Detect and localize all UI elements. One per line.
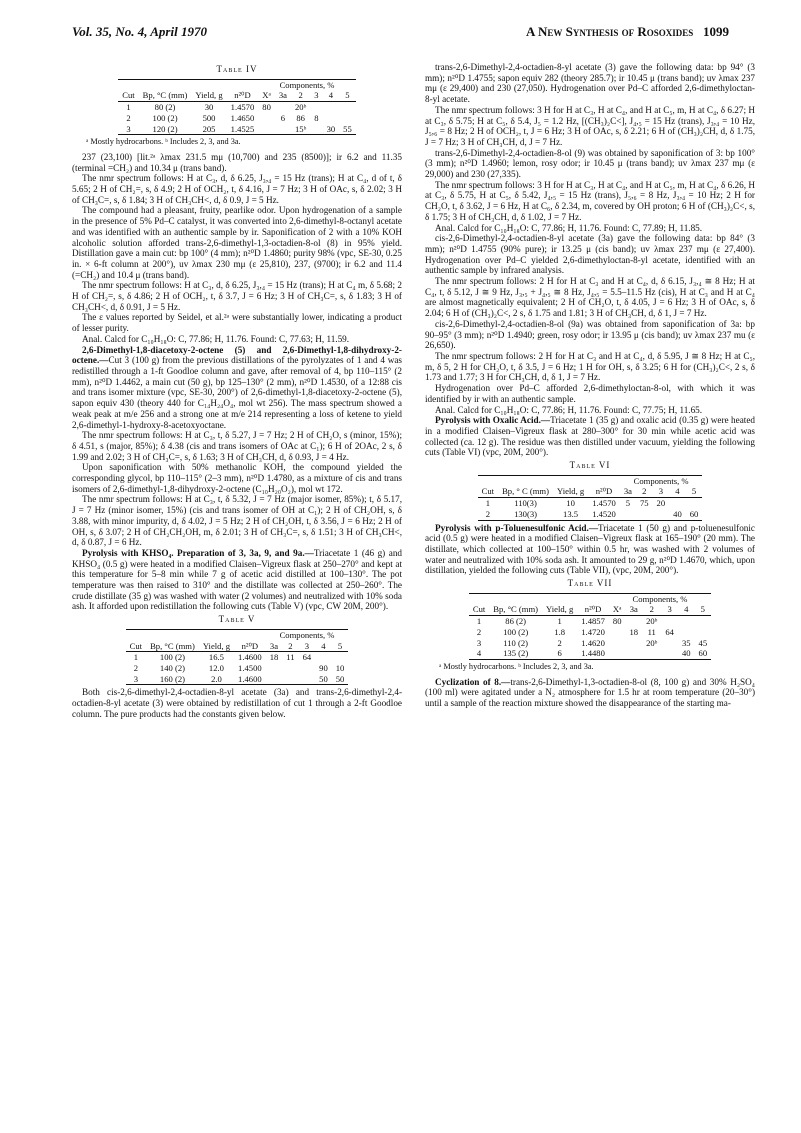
table-title: Table IV (216, 64, 258, 74)
paragraph: 2,6-Dimethyl-1,8-diacetoxy-2-octene (5) and 2,6-Dimethyl-1,8-dihydroxy-2-octene.—Cut 3 (100 g) from the previous distillations of the pyrolyzates of 1 and 4 was redistilled through a 1-ft Goodloe column and gave, after removal of 4, bp 110–115° (2 mm), n²⁰D 1.4462, a main cut (50 g), bp 125–130° (2 mm), n²⁰D 1.4530, of a 12:88 cis and trans isomer mixture (vpc, SE-30, 200°) of 2,6-dimethyl-1,8-diacetoxy-2-octene (5), sapon equiv 430 (theory 440 for C₁₄H₂₄O₄, mol wt 256). The mass spectrum showed a weak peak at m/e 256 and a strong one at m/e 214 representing a loss of ketene to yield 2,6-dimethyl-1-hydroxy-8-acetoxyoctane. (72, 344, 402, 430)
table-row (469, 616, 711, 627)
table-header-cell: 5 (339, 90, 356, 101)
table-title: Table V (218, 614, 256, 625)
table-cell: 15ᵇ (291, 124, 310, 135)
table-header-cell: Yield, g (191, 90, 226, 101)
table-row (118, 113, 356, 124)
table-cell: 20ᵇ (646, 637, 658, 648)
table-row (126, 652, 349, 663)
paragraph: Pyrolysis with Oxalic Acid.—Triacetate 1 (35 g) and oxalic acid (0.35 g) were heated in a modified Claisen–Vigreux flask at 280–300° for 30 min while acetic acid was collected (ca. 12 g). The residue was then distilled under vacuum, yielding the following cuts (Table VI) (vpc, 20M, 200°). (425, 415, 755, 458)
table-cell: 2 (126, 112, 131, 123)
table-cell: 160 (2) (146, 674, 199, 685)
run-in-heading: Pyrolysis with KHSO₄. Preparation of 3, 3a, 9, and 9a.— (82, 547, 314, 558)
table-cell (653, 509, 670, 520)
table-cell: 64 (302, 652, 312, 663)
table-cell (661, 648, 678, 659)
paragraph: The nmr spectrum follows: H at C₃, d, δ 6.25, J₃,₄ = 15 Hz (trans); H at C₄, d of t, δ 5.65; 2 H of CH₂=, s, δ 4.9; 2 H of OCH₂, t, δ 4.16, J = 7 Hz; 3 H of OAc, s, δ 2.02; 3 H of CH₃C=, s, δ 1.84; 3 H of CH₃CH<, d, δ 0.9, J = 5 Hz. (72, 173, 402, 205)
table-cell: 40 (669, 509, 686, 520)
paragraph: Anal. Calcd for C₁₀H₁₈O: C, 77.86; H, 11.76. Found: C, 77.75; H, 11.65. (435, 404, 703, 415)
table-header-cell: 3a (620, 486, 636, 497)
table-header-cell: 2 (291, 90, 310, 101)
table-header-cell: 3 (661, 604, 678, 615)
table-header-cell: 3a (275, 90, 291, 101)
table-cell: 3 (126, 674, 146, 685)
table-row (469, 648, 711, 659)
table-header-cell: Cut (469, 604, 489, 615)
table-cell: 205 (191, 124, 226, 135)
data-table (118, 79, 356, 136)
table-row (478, 498, 703, 509)
table-cell: 86 (296, 112, 305, 123)
table-cell: 110(3) (514, 498, 537, 509)
table-title: Table VI (569, 460, 611, 471)
table-cell: 6 (280, 112, 286, 123)
table-cell: 130(3) (498, 509, 553, 520)
table-row (478, 509, 703, 520)
run-in-heading: 2,6-Dimethyl-1,8-diacetoxy-2-octene (5) and 2,6-Dimethyl-1,8-dihydroxy-2-octene.— (72, 344, 402, 366)
table-row (126, 663, 349, 674)
table-cell: 1 (133, 652, 139, 663)
table-cell (678, 616, 695, 627)
table-header-cell: n²⁰D (234, 641, 266, 652)
paragraph: The nmr spectrum follows: 3 H for H at C₃, H at C₄, and H at C₅, m, H at C₄, δ 6.26, H at C₃, δ 5.75, H at C₅, δ 5.42, J₄,₅ = 15 Hz (trans), J₅,₆ = 8 Hz, J₃,₄ = 10 Hz; 2 H for CH₂O, t, δ 3.62, J = 6 Hz, H at C₆, δ 2.34, m, covered by OH proton; 6 H of (CH₃)₂C<, s, δ 1.75; 3 H of CH₃CH, d, δ 1.02, J = 7 Hz. (425, 179, 755, 222)
table-cell: 20 (656, 498, 666, 509)
table-header-cell: Yield, g (553, 486, 588, 497)
table-cell: 1 (126, 102, 131, 113)
paragraph: cis-2,6-Dimethyl-2,4-octadien-8-yl acetate (3a) gave the following data: bp 84° (3 mm); n²⁰D 1.4755 (90% pure); ir 13.25 μ (cis band); uv λmax 237 mμ (ε 27,400). Hydrogenation over Pd–C yielded 2,6-dimethyloctan-8-yl acetate, identified with an authentic sample by infrared analysis. (425, 233, 755, 276)
paragraph: Hydrogenation over Pd–C afforded 2,6-dimethyloctan-8-ol, with which it was identified by ir with an authentic sample. (425, 383, 755, 404)
table-cell: 500 (202, 112, 216, 123)
table-cell (266, 663, 283, 674)
table-header-cell: 5 (332, 641, 349, 652)
table-cell (332, 652, 349, 663)
table-header-cell: Cut (118, 90, 138, 101)
table-cell: 1.4600 (238, 652, 262, 663)
table-cell (686, 498, 703, 509)
table-cell: 18 (269, 652, 279, 663)
page-number: 1099 (703, 24, 729, 39)
table-cell: 2 (133, 662, 139, 673)
table-cell (339, 113, 356, 124)
table-header-cell: 5 (686, 486, 703, 497)
table-cell: 1.4500 (238, 662, 262, 673)
table-header-spacer (146, 629, 199, 640)
table-cell (642, 648, 661, 659)
table-header-cell: Bp, ° C (mm) (498, 486, 553, 497)
table-cell: 60 (695, 648, 712, 659)
table-cell: 11 (286, 652, 295, 663)
paragraph: The ε values reported by Seidel, et al.²ᵃ were substantially lower, indicating a product of lesser purity. (72, 312, 402, 334)
table-header-spacer (478, 475, 498, 486)
table-header-cell: n²⁰D (588, 486, 620, 497)
table-cell: 2 (476, 626, 482, 637)
table-cell: 86 (2) (505, 616, 527, 627)
page-header (72, 24, 729, 42)
table-row (126, 674, 349, 685)
table-cell: 20ᵇ (295, 102, 307, 113)
table-cell: 80 (262, 102, 271, 113)
data-table (126, 629, 349, 686)
table-row (118, 124, 356, 135)
table-footnote: ᵃ Mostly hydrocarbons. ᵇ Includes 2, 3, and 3a. (86, 137, 241, 147)
right-paragraphs-b (425, 523, 755, 577)
table-cell: 60 (686, 509, 703, 520)
table-cell (323, 113, 340, 124)
table-cell (609, 627, 626, 638)
table-cell: 140 (2) (159, 662, 185, 673)
table-cell (310, 102, 322, 113)
paragraph: The compound had a pleasant, fruity, pearlike odor. Upon hydrogenation of a sample in the presence of 5% Pd–C catalyst, it was converted into 2,6-dimethyl-8-octanyl acetate and was identified with an authentic sample by ir. Saponification of 2 with a 10% KOH alcoholic solution afforded trans-2,6-dimethyl-1,3-octadien-8-ol (8) in 95% yield. Distillation gave a main cut: bp 100° (4 mm); n²⁰D 1.4860; purity 98% (vpc, SE-30, 0.25 in. × 6-ft column at 200°), uv λmax 230 mμ (ε 25,810), 237, (9700); ir 6.2 and 11.4 (=CH₂) and 10.4 μ (trans band). (72, 205, 402, 280)
table-cell (661, 616, 678, 627)
run-in-heading: Cyclization of 8.— (435, 676, 511, 687)
paragraph: trans-2,6-Dimethyl-2,4-octadien-8-yl acetate (3) gave the following data: bp 94° (3 mm); n²⁰D 1.4755; sapon equiv 282 (theory 285.7); ir 10.45 μ (trans band); uv λmax 237 mμ (ε 29,400) and 230 (27,050). Hydrogenation over Pd–C afforded 2,6-dimethyloctan-8-yl acetate. (425, 62, 755, 105)
table-cell (275, 124, 291, 135)
table-cell: 1.4480 (577, 648, 609, 659)
table-cell: 5 (625, 498, 631, 509)
paragraph: Pyrolysis with KHSO₄. Preparation of 3, 3a, 9, and 9a.—Triacetate 1 (46 g) and KHSO₄ (0.5 g) were heated in a modified Claisen–Vigreux flask at 250–270° and kept at this temperature for 5–8 min while 7 g of acetic acid distilled at 100–130°. The pot temperature was then raised to 310° and the distillate was collected at 250–260°. The crude distillate (35 g) was washed with water (2 volumes) and neutralized with 10% soda ash. It afforded upon redistillation the following cuts (Table V) (vpc, CW 20M, 200°). (72, 547, 403, 612)
right-paragraphs-a (425, 62, 755, 458)
table-cell: 1 (557, 616, 562, 627)
table-group-header: Components, % (620, 475, 703, 486)
paragraph: The nmr spectrum follows: H at C₃, t, δ 5.32, J = 7 Hz (major isomer, 85%); t, δ 5.17, J = 7 Hz (minor isomer, 15%) (cis and trans isomer of OH at C₁); 2 H of CH₂OH, s, δ 3.88, with minor impurity, d, δ 4.02, J = 5 Hz; 2 H of CH₂OH, t, δ 3.56, J = 6 Hz; 2 H of OH, s, δ 3.07; 2 H of CH₂CH₂OH, m, δ 2.01; 3 H of CH₃C=, s, δ 1.51; 3 H of CH₃CH<, d, δ 0.87, J = 6 Hz. (72, 494, 402, 548)
table-cell: 10 (335, 662, 345, 673)
table-cell: 50 (332, 674, 349, 685)
table-header-spacer (542, 593, 577, 604)
table-footnote: ᵃ Mostly hydrocarbons. ᵇ Includes 2, 3, and 3a. (439, 661, 594, 671)
table-header-cell: 2 (282, 641, 298, 652)
table-cell: 80 (612, 616, 622, 627)
table-header-spacer (227, 79, 259, 90)
table-header-spacer (489, 593, 542, 604)
table-iv (72, 64, 402, 148)
table-header-spacer (126, 629, 146, 640)
left-column (72, 62, 402, 719)
table-header-cell: Bp, °C (mm) (146, 641, 199, 652)
left-paragraphs (72, 152, 402, 612)
running-title: A New Synthesis of Rosoxides (526, 24, 694, 39)
table-cell: 55 (339, 124, 356, 135)
table-header-spacer (553, 475, 588, 486)
table-row (469, 638, 711, 649)
table-cell: 10 (566, 498, 575, 509)
table-cell: 4 (469, 648, 489, 659)
table-cell: 13.5 (553, 509, 588, 520)
table-cell: 30 (204, 102, 214, 113)
table-cell: 8 (314, 112, 319, 123)
table-cell (258, 113, 275, 124)
table-header-cell: Bp, °C (mm) (139, 90, 192, 101)
table-vi (425, 460, 755, 521)
table-cell: 6 (542, 648, 577, 659)
right-tail-paragraph: Cyclization of 8.—trans-2,6-Dimethyl-1,3-octadien-8-ol (8, 100 g) and 30% H₂SO₄ (100 ml) were agitated under a N₂ atmosphere for 1.5 hr at room temperature (20–30°) until a sample of the reaction mixture showed the disappearance of the starting ma- (425, 676, 755, 709)
paragraph: Anal. Calcd for C₁₀H₁₈O: C, 77.86; H, 11.76. Found: C, 77.63; H, 11.59. (82, 333, 350, 344)
table-cell: 1.4600 (234, 674, 266, 685)
table-cell: 100 (2) (503, 626, 529, 637)
table-cell: 40 (678, 648, 695, 659)
table-cell: 2 (478, 509, 498, 520)
table-cell (275, 102, 291, 113)
table-group-header: Components, % (609, 593, 711, 604)
table-header-cell: 2 (642, 604, 661, 615)
run-in-heading: Pyrolysis with p-Toluenesulfonic Acid.— (435, 522, 599, 533)
table-cell: 50 (315, 674, 332, 685)
table-cell: 35 (681, 637, 691, 648)
paragraph: 237 (23,100) [lit.²ᵃ λmax 231.5 mμ (10,700) and 235 (8500)]; ir 6.2 and 11.35 (terminal =CH₂) and 10.34 μ (trans band). (72, 151, 402, 173)
paragraph: trans-2,6-Dimethyl-2,4-octadien-8-ol (9) was obtained by saponification of 3: bp 100° (3 mm); n²⁰D 1.4960; lemon, rosy odor; ir 10.45 μ (trans band); uv λmax 237 mμ (ε 29,000) and 230 (27,335). (425, 147, 755, 180)
table-header-spacer (199, 629, 234, 640)
data-table (469, 593, 711, 660)
table-header-cell: Xᵃ (609, 604, 626, 615)
table-header-cell: Xᵃ (258, 90, 275, 101)
right-column (425, 62, 755, 709)
table-cell: 1.4525 (227, 124, 259, 135)
table-cell: 120 (2) (139, 124, 192, 135)
table-cell (299, 674, 316, 685)
table-header-cell: 2 (636, 486, 653, 497)
table-cell: 30 (323, 124, 340, 135)
table-cell (695, 627, 712, 638)
paragraph: The nmr spectrum follows: 3 H for H at C₃, H at C₄, and H at C₅, m, H at C₄, δ 6.27; H at C₃, δ 5.75; H at C₅, δ 5.4, J₅ = 1.2 Hz, [(CH₃)₂C<], J₄,₅ = 15 Hz (trans), J₃,₄ = 10 Hz, J₅,₆ = 8 Hz; 2 H of OCH₂, t, J = 6 Hz; 3 H of OAc, s, δ 2.21; 6 H of (CH₃)₂CH, d, δ 1.75, J = 7 Hz; 3 H of CH₃CH, d, J = 7 Hz. (425, 104, 755, 147)
table-title: Table VII (567, 578, 613, 589)
paragraph: The nmr spectrum follows: 2 H for H at C₃ and H at C₄, d, δ 6.15, J₃,₄ ≅ 8 Hz; H at C₄, t, δ 5.12, J ≅ 9 Hz, J₃,₅ + J₄,₅ ≅ 8 Hz, J₄,₅ = 5.5–11.5 Hz (cis), H at C₃ and H at C₄ are almost magnetically equivalent; 2 H of CH₂O, t, δ 4.05, J = 6 Hz; 3 H of OAc, s, δ 2.04; 6 H of (CH₃)₂C<, 2 s, δ 1.75 and 1.81; 3 H of CH₃CH, d, δ 1, J = 7 Hz. (425, 276, 755, 319)
paragraph: The nmr spectrum follows: H at C₃, t, δ 5.27, J = 7 Hz; 2 H of CH₂O, s (minor, 15%); δ 4.51, s (major, 85%); δ 4.38 (cis and trans isomers of OAc at C₁); 6 H of 2OAc, 2 s, δ 1.99 and 2.02; 3 H of CH₃C=, s, δ 1.63; 3 H of CH₃CH, d, δ 0.93, J = 4 Hz. (72, 430, 402, 462)
table-header-spacer (577, 593, 609, 604)
table-cell: 1.4620 (581, 637, 605, 648)
table-header-cell: 4 (678, 604, 695, 615)
table-cell: 2.0 (199, 674, 234, 685)
paragraph: The nmr spectrum follows: H at C₃, d, δ 6.25, J₃,₄ = 15 Hz (trans); H at C₄ m, δ 5.68; 2 H of CH₂=, s, δ 4.86; 2 H of OCH₂, t, δ 3.7, J = 6 Hz; 3 H of CH₃C=, s, δ 1.83; 3 H of CH₃CH<, d, δ 0.91, J = 5 Hz. (72, 280, 402, 312)
table-cell: 1.8 (554, 626, 566, 637)
table-cell (695, 616, 712, 627)
table-cell (266, 674, 283, 685)
table-cell (678, 627, 695, 638)
table-cell (661, 638, 678, 649)
table-cell: 135 (2) (489, 648, 542, 659)
table-vii (425, 578, 755, 673)
table-header-cell: 4 (323, 90, 340, 101)
table-header-cell: Cut (478, 486, 498, 497)
table-header-cell: Yield, g (542, 604, 577, 615)
table-cell: 1.4570 (230, 102, 255, 113)
table-cell (625, 638, 642, 649)
table-cell (323, 102, 340, 113)
table-group-header: Components, % (266, 629, 349, 640)
table-header-spacer (139, 79, 192, 90)
table-cell: 3 (476, 637, 482, 648)
table-cell: 1.4650 (230, 112, 255, 123)
table-header-spacer (469, 593, 489, 604)
table-cell (620, 509, 636, 520)
table-cell: 3 (118, 124, 138, 135)
table-cell: 64 (665, 626, 674, 637)
table-header-cell: 3a (266, 641, 283, 652)
table-cell (258, 124, 275, 135)
table-header-spacer (234, 629, 266, 640)
table-cell (625, 648, 642, 659)
table-cell (636, 509, 653, 520)
table-cell: 2 (557, 637, 562, 648)
table-cell (669, 498, 686, 509)
table-header-spacer (191, 79, 226, 90)
table-cell: 18 (629, 626, 639, 637)
table-header-cell: 3a (625, 604, 642, 615)
paragraph: Upon saponification with 50% methanolic KOH, the compound yielded the corresponding glycol, bp 110–115° (2–3 mm), n²⁰D 1.4780, as a mixture of cis and trans isomers of 2,6-dimethyl-1,8-dihydroxy-2-octene (C₁₀H₂₀O₂), mol wt 172. (72, 462, 402, 494)
table-cell: 1.4857 (581, 616, 605, 627)
paragraph: Pyrolysis with p-Toluenesulfonic Acid.—Triacetate 1 (50 g) and p-toluenesulfonic acid (0.5 g) were heated in a modified Claisen–Vigreux flask at 165–190° (20 mm). The distillate, which collected at 100–150° within 0.5 hr, was washed with 2 volumes of water and neutralized with 10% soda ash. It amounted to 29 g, n²⁰D 1.4670, which, upon distillation, yielded the following cuts (Table VII), (vpc, 20M, 200°). (425, 522, 756, 576)
table-cell (609, 638, 626, 649)
table-cell: 12.0 (208, 662, 224, 673)
table-row (469, 627, 711, 638)
paragraph: Anal. Calcd for C₁₀H₁₈O: C, 77.86; H, 11.76. Found: C, 77.89; H, 11.85. (435, 222, 703, 233)
running-title-and-page (526, 24, 729, 40)
table-header-cell: Cut (126, 641, 146, 652)
table-cell: 100 (2) (152, 112, 178, 123)
run-in-heading: Pyrolysis with Oxalic Acid.— (435, 415, 551, 426)
table-header-spacer (498, 475, 553, 486)
table-v (72, 614, 402, 685)
table-group-header: Components, % (258, 79, 355, 90)
paragraph: cis-2,6-Dimethyl-2,4-octadien-8-ol (9a) was obtained from saponification of 3a: bp 90–95° (3 mm); n²⁰D 1.4940; green, rosy odor; ir 13.95 μ (cis band); uv λmax 237 mu (ε 26,650). (425, 318, 755, 351)
table-header-cell: 3 (310, 90, 322, 101)
table-header-spacer (118, 79, 138, 90)
paragraph: The nmr spectrum follows: 2 H for H at C₃ and H at C₄, d, δ 5.95, J ≅ 8 Hz; H at C₅, m, δ 5, 2 H for CH₂O, t, δ 3.5, J = 6 Hz; 1 H for OH, s, δ 3.25; 6 H for (CH₃)₂C<, 2 s, δ 1.73 and 1.77; 3 H for CH₃CH, d, δ 1, J = 7 Hz. (425, 350, 755, 383)
table-cell: 1.4720 (581, 626, 605, 637)
table-cell (339, 102, 356, 113)
table-cell: 100 (2) (159, 652, 185, 663)
table-header-cell: 3 (653, 486, 670, 497)
journal-citation: Vol. 35, No. 4, April 1970 (72, 24, 207, 39)
table-cell: 90 (319, 662, 328, 673)
table-cell (282, 674, 298, 685)
table-cell: 1.4520 (588, 509, 620, 520)
table-cell: 110 (2) (503, 637, 529, 648)
table-cell: 20ᵇ (646, 616, 658, 627)
table-header-cell: Yield, g (199, 641, 234, 652)
table-cell: 1.4570 (592, 498, 616, 509)
table-cell: 80 (2) (154, 102, 176, 113)
table-cell: 45 (698, 637, 708, 648)
table-cell (299, 663, 316, 674)
table-header-cell: 3 (299, 641, 316, 652)
table-cell (625, 616, 642, 627)
table-header-cell: Bp, °C (mm) (489, 604, 542, 615)
table-header-cell: 4 (315, 641, 332, 652)
table-row (118, 102, 356, 113)
left-tail-paragraph: Both cis-2,6-dimethyl-2,4-octadien-8-yl acetate (3a) and trans-2,6-dimethyl-2,4-octadien-8-yl acetate (3) were obtained by redistillation of cut 1 through a 2-ft Goodloe column. The pure products had the constants given below. (72, 687, 402, 719)
table-cell (315, 652, 332, 663)
table-cell (609, 648, 626, 659)
table-header-cell: n²⁰D (227, 90, 259, 101)
table-cell: 1 (476, 616, 482, 627)
table-header-cell: n²⁰D (577, 604, 609, 615)
table-cell: 75 (639, 498, 649, 509)
table-cell (310, 124, 322, 135)
table-header-spacer (588, 475, 620, 486)
table-cell: 1 (485, 498, 491, 509)
data-table (478, 475, 703, 521)
table-header-cell: 5 (695, 604, 712, 615)
table-cell: 16.5 (208, 652, 224, 663)
table-header-cell: 4 (669, 486, 686, 497)
table-cell (282, 663, 298, 674)
table-cell: 11 (647, 626, 656, 637)
